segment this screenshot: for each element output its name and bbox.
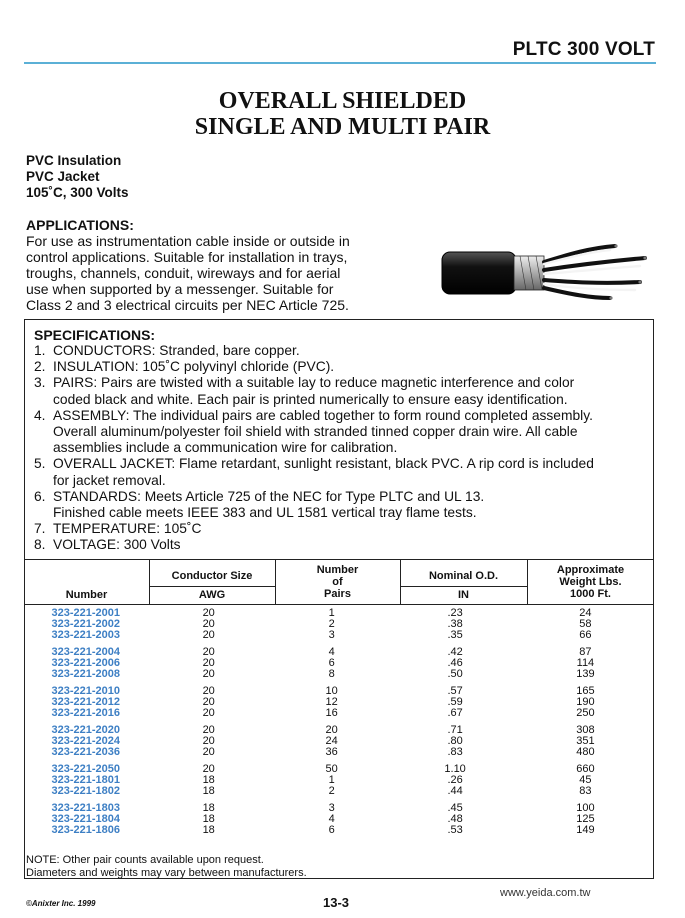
cell-weight: 83 — [579, 785, 592, 797]
cell-od: .80 — [447, 735, 463, 747]
cell-weight: 165 — [576, 685, 595, 697]
cell-pairs: 36 — [325, 746, 338, 758]
cell-pairs: 2 — [328, 785, 335, 797]
table-top-rule — [24, 559, 654, 560]
spec-item-pairs: 3. PAIRS: Pairs are twisted with a suitable lay to reduce magnetic interference and color coded black and white. Each pair is printed numerically to ensure easy identification. — [34, 375, 575, 407]
table-notes — [26, 854, 307, 880]
cell-part-number: 323-221-2024 — [51, 735, 120, 747]
table-row — [24, 669, 654, 680]
cell-awg: 18 — [202, 785, 215, 797]
cell-part-number: 323-221-2006 — [51, 657, 120, 669]
cell-weight: 87 — [579, 646, 592, 658]
col-header-awg: AWG — [198, 589, 226, 601]
cell-pairs: 12 — [325, 696, 338, 708]
cell-pairs: 1 — [328, 607, 335, 619]
cell-part-number: 323-221-2002 — [51, 618, 120, 630]
cell-awg: 20 — [202, 746, 215, 758]
applications-text — [26, 233, 386, 313]
series-title: PLTC 300 VOLT — [512, 39, 655, 60]
cell-pairs: 24 — [325, 735, 338, 747]
cell-pairs: 10 — [325, 685, 338, 697]
cell-od: .83 — [447, 746, 463, 758]
cable-illustration — [440, 238, 650, 303]
table-row — [24, 747, 654, 758]
table-row — [24, 825, 654, 836]
cell-pairs: 4 — [328, 813, 335, 825]
cell-part-number: 323-221-2020 — [51, 724, 120, 736]
cell-weight: 125 — [576, 813, 595, 825]
title-line-1: OVERALL SHIELDED — [218, 88, 467, 114]
spec-item-temperature: 7. TEMPERATURE: 105˚C — [34, 521, 202, 537]
cell-awg: 20 — [202, 707, 215, 719]
spec-item-overall-jacket: 5. OVERALL JACKET: Flame retardant, sunlight resistant, black PVC. A rip cord is included for jacket removal. — [34, 456, 594, 488]
cell-od: 1.10 — [444, 763, 466, 775]
copyright: ©Anixter Inc. 1999 — [26, 899, 96, 908]
cell-weight: 149 — [576, 824, 595, 836]
cell-od: .42 — [447, 646, 463, 658]
cell-awg: 20 — [202, 763, 215, 775]
rating-jacket: PVC Jacket — [26, 169, 100, 184]
table-row — [24, 708, 654, 719]
cell-awg: 18 — [202, 824, 215, 836]
col-header-weight: Approximate Weight Lbs. 1000 Ft. — [556, 564, 625, 600]
cell-part-number: 323-221-2003 — [51, 629, 120, 641]
cell-pairs: 6 — [328, 824, 335, 836]
cell-part-number: 323-221-1801 — [51, 774, 120, 786]
cell-od: .67 — [447, 707, 463, 719]
cell-od: .48 — [447, 813, 463, 825]
cell-awg: 20 — [202, 735, 215, 747]
cell-od: .23 — [447, 607, 463, 619]
cell-awg: 18 — [202, 813, 215, 825]
title-line-2: SINGLE AND MULTI PAIR — [194, 114, 491, 140]
website-url: www.yeida.com.tw — [500, 887, 591, 899]
cell-awg: 20 — [202, 646, 215, 658]
col-header-number: Number — [65, 589, 108, 601]
cell-awg: 20 — [202, 668, 215, 680]
applications-line: control applications. Suitable for installation in trays, — [26, 249, 348, 265]
cell-part-number: 323-221-2010 — [51, 685, 120, 697]
cell-part-number: 323-221-2016 — [51, 707, 120, 719]
cell-od: .38 — [447, 618, 463, 630]
table-row — [24, 786, 654, 797]
header-rule — [24, 62, 656, 64]
col-header-in: IN — [458, 589, 469, 601]
cell-weight: 100 — [576, 802, 595, 814]
cell-pairs: 4 — [328, 646, 335, 658]
specifications-list — [34, 343, 646, 554]
cell-od: .26 — [447, 774, 463, 786]
cell-awg: 20 — [202, 607, 215, 619]
cell-part-number: 323-221-2012 — [51, 696, 120, 708]
page-number: 13-3 — [323, 895, 350, 910]
cell-weight: 58 — [579, 618, 592, 630]
cell-part-number: 323-221-1802 — [51, 785, 120, 797]
cell-awg: 20 — [202, 724, 215, 736]
cell-weight: 45 — [579, 774, 592, 786]
cell-od: .53 — [447, 824, 463, 836]
cell-part-number: 323-221-2036 — [51, 746, 120, 758]
cell-part-number: 323-221-1804 — [51, 813, 120, 825]
rating-insulation: PVC Insulation — [26, 153, 122, 168]
cell-awg: 18 — [202, 774, 215, 786]
applications-line: For use as instrumentation cable inside or outside in — [26, 233, 350, 249]
table-subheader-rule — [149, 586, 275, 587]
cell-od: .71 — [447, 724, 463, 736]
applications-heading: APPLICATIONS: — [26, 217, 134, 233]
cell-awg: 20 — [202, 629, 215, 641]
cell-pairs: 50 — [325, 763, 338, 775]
cell-weight: 24 — [579, 607, 592, 619]
note-line: NOTE: Other pair counts available upon request. — [26, 854, 264, 866]
cell-part-number: 323-221-2050 — [51, 763, 120, 775]
cell-od: .46 — [447, 657, 463, 669]
cell-part-number: 323-221-2001 — [51, 607, 120, 619]
spec-item-conductors: 1. CONDUCTORS: Stranded, bare copper. — [34, 343, 300, 358]
applications-line: Class 2 and 3 electrical circuits per NEC Article 725. — [26, 297, 349, 313]
cell-od: .57 — [447, 685, 463, 697]
cell-od: .50 — [447, 668, 463, 680]
cell-awg: 20 — [202, 657, 215, 669]
table-body — [24, 608, 654, 836]
cell-weight: 351 — [576, 735, 595, 747]
cell-awg: 20 — [202, 685, 215, 697]
cell-weight: 660 — [576, 763, 595, 775]
cell-weight: 190 — [576, 696, 595, 708]
specifications-heading: SPECIFICATIONS: — [34, 327, 156, 343]
cell-pairs: 6 — [328, 657, 335, 669]
cell-weight: 250 — [576, 707, 595, 719]
table-row — [24, 630, 654, 641]
cell-part-number: 323-221-1806 — [51, 824, 120, 836]
ratings-block — [26, 153, 129, 201]
cell-weight: 139 — [576, 668, 595, 680]
cell-pairs: 2 — [328, 618, 335, 630]
col-header-nominal-od: Nominal O.D. — [428, 570, 499, 582]
cell-awg: 20 — [202, 618, 215, 630]
spec-item-assembly: 4. ASSEMBLY: The individual pairs are cabled together to form round completed assembly. Overall aluminum/polyester foil shield with stranded tinned copper drain wire. All cable assemblies include a communication wire for calibration. — [34, 407, 593, 456]
page-title — [0, 88, 685, 140]
cell-weight: 114 — [576, 657, 595, 669]
cell-pairs: 20 — [325, 724, 338, 736]
col-header-pairs: Number of Pairs — [316, 564, 359, 600]
cell-od: .44 — [447, 785, 463, 797]
cell-od: .59 — [447, 696, 463, 708]
cell-od: .45 — [447, 802, 463, 814]
cell-weight: 308 — [576, 724, 595, 736]
cell-pairs: 8 — [328, 668, 335, 680]
spec-item-standards: 6. STANDARDS: Meets Article 725 of the NEC for Type PLTC and UL 13. Finished cable meets IEEE 383 and UL 1581 vertical tray flame tests. — [34, 488, 485, 521]
cell-pairs: 3 — [328, 802, 335, 814]
rating-temperature-voltage: 105˚C, 300 Volts — [26, 185, 129, 200]
cell-part-number: 323-221-2008 — [51, 668, 120, 680]
cell-part-number: 323-221-1803 — [51, 802, 120, 814]
table-header-rule — [24, 604, 654, 605]
note-line: Diameters and weights may vary between manufacturers. — [26, 867, 307, 879]
applications-line: troughs, channels, conduit, wireways and for aerial — [26, 265, 341, 281]
cell-weight: 480 — [576, 746, 595, 758]
cell-pairs: 16 — [325, 707, 338, 719]
applications-line: use when supported by a messenger. Suitable for — [26, 281, 334, 297]
cell-awg: 20 — [202, 696, 215, 708]
table-subheader-rule — [400, 586, 527, 587]
cell-awg: 18 — [202, 802, 215, 814]
cell-od: .35 — [447, 629, 463, 641]
spec-item-insulation: 2. INSULATION: 105˚C polyvinyl chloride (PVC). — [34, 359, 335, 375]
spec-item-voltage: 8. VOLTAGE: 300 Volts — [34, 537, 181, 553]
cell-part-number: 323-221-2004 — [51, 646, 120, 658]
cell-weight: 66 — [579, 629, 592, 641]
cell-pairs: 3 — [328, 629, 335, 641]
col-header-conductor-size: Conductor Size — [171, 570, 253, 582]
cell-pairs: 1 — [328, 774, 335, 786]
